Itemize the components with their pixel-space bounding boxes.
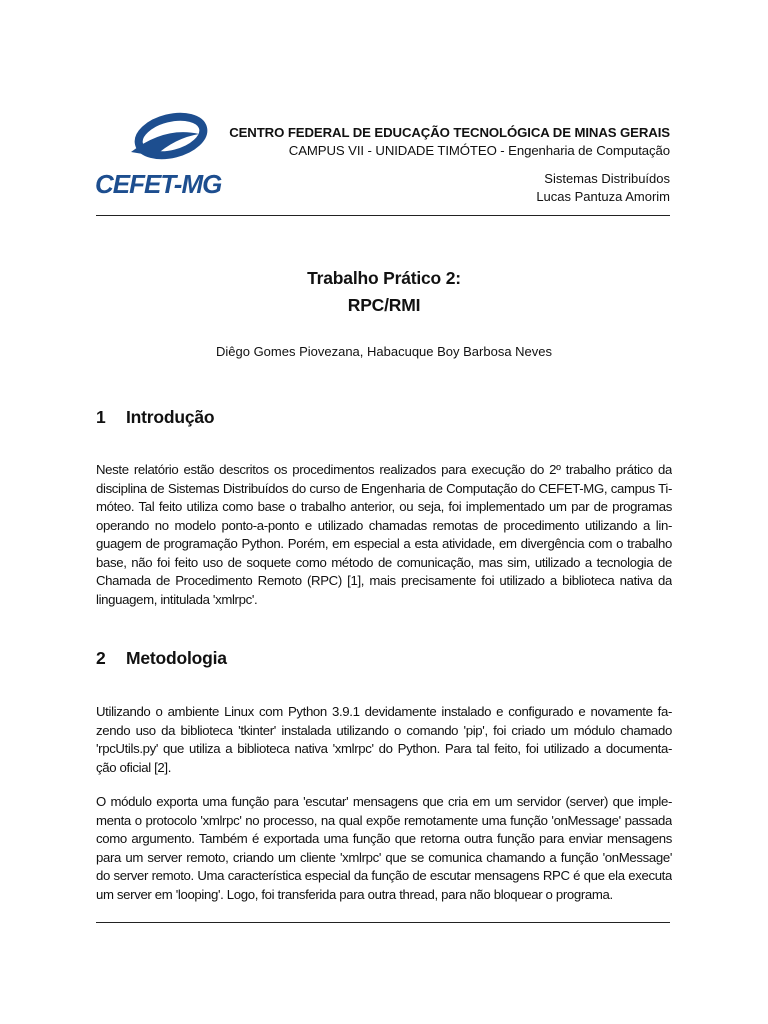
- paragraph-line: para um server remoto, criando um cliente 'xmlrpc' que se comunica chamando a função 'onMessage': [96, 849, 672, 865]
- header-divider: [96, 215, 670, 216]
- authors: Diêgo Gomes Piovezana, Habacuque Boy Barbosa Neves: [215, 344, 553, 359]
- paragraph-line: operando no modelo ponto-a-ponto e utilizado chamadas remotas de procedimento utilizando a lin-: [96, 517, 672, 533]
- section-number: 2: [96, 648, 106, 668]
- paragraph-line: linguagem, intitulada 'xmlrpc'.: [96, 591, 258, 607]
- section-number: 1: [96, 407, 106, 427]
- professor-name: Lucas Pantuza Amorim: [536, 189, 670, 204]
- campus-name: CAMPUS VII - UNIDADE TIMÓTEO - Engenharia de Computação: [288, 143, 670, 158]
- paragraph-introducao: [96, 461, 672, 609]
- paragraph-line: Neste relatório estão descritos os procedimentos realizados para execução do 2º trabalho prático da: [96, 462, 672, 477]
- cefet-mg-logo: [95, 112, 230, 198]
- paragraph-line: guagem de programação Python. Porém, em especial a esta atividade, em divergência com o trabalho: [96, 536, 672, 551]
- paragraph-line: menta o protocolo 'xmlrpc' no processo, na qual expõe remotamente uma função 'onMessage' passada: [96, 812, 672, 828]
- paragraph-line: zendo uso da biblioteca 'tkinter' instalada utilizando o comando 'pip', foi criado um módulo chamado: [96, 722, 672, 738]
- paragraph-line: do server remoto. Uma característica especial da função de escutar mensagens RPC é que ela executa: [96, 868, 672, 883]
- paragraph-line: Utilizando o ambiente Linux com Python 3.9.1 devidamente instalado e configurado e novamente fa-: [96, 704, 672, 719]
- course-name: Sistemas Distribuídos: [544, 171, 670, 186]
- institution-name: CENTRO FEDERAL DE EDUCAÇÃO TECNOLÓGICA DE MINAS GERAIS: [229, 125, 670, 140]
- paper-title-line2: RPC/RMI: [347, 295, 421, 315]
- section-title: Introdução: [126, 407, 215, 427]
- paragraph-line: móteo. Tal feito utiliza como base o trabalho anterior, ou seja, foi implementado um par de programas: [96, 499, 672, 514]
- paragraph-line: um server em 'looping'. Logo, foi transferida para outra thread, para não bloquear o programa.: [96, 886, 613, 902]
- section-title: Metodologia: [126, 648, 227, 668]
- section-heading-metodologia: [96, 648, 227, 669]
- section-heading-introducao: [96, 407, 214, 428]
- paragraph-metodologia-2: [96, 793, 672, 904]
- paper-title-line1: Trabalho Prático 2:: [307, 268, 461, 288]
- paragraph-line: 'rpcUtils.py' que utiliza a biblioteca nativa 'xmlrpc' do Python. Para tal feito, foi utilizado a documenta-: [96, 741, 672, 756]
- cefet-mg-logo-mark: [95, 112, 230, 198]
- paragraph-line: base, não foi feito uso de soquete como método de comunicação, mas sim, utilizado a tecnologia de: [96, 554, 672, 570]
- paragraph-line: O módulo exporta uma função para 'escutar' mensagens que cria em um servidor (server) que imple-: [96, 794, 672, 809]
- paragraph-line: Chamada de Procedimento Remoto (RPC) [1], mais precisamente foi utilizado a biblioteca nativa da: [96, 573, 672, 588]
- paragraph-line: disciplina de Sistemas Distribuídos do curso de Engenharia de Computação do CEFET-MG, campus Ti-: [96, 480, 672, 496]
- paragraph-metodologia-1: [96, 703, 672, 777]
- paragraph-line: ção oficial [2].: [96, 759, 172, 775]
- footer-divider: [96, 922, 670, 923]
- paragraph-line: como argumento. Também é exportada uma função que retorna outra função para enviar mensagens: [96, 831, 672, 846]
- logo-wordmark: CEFET-MG: [95, 169, 222, 198]
